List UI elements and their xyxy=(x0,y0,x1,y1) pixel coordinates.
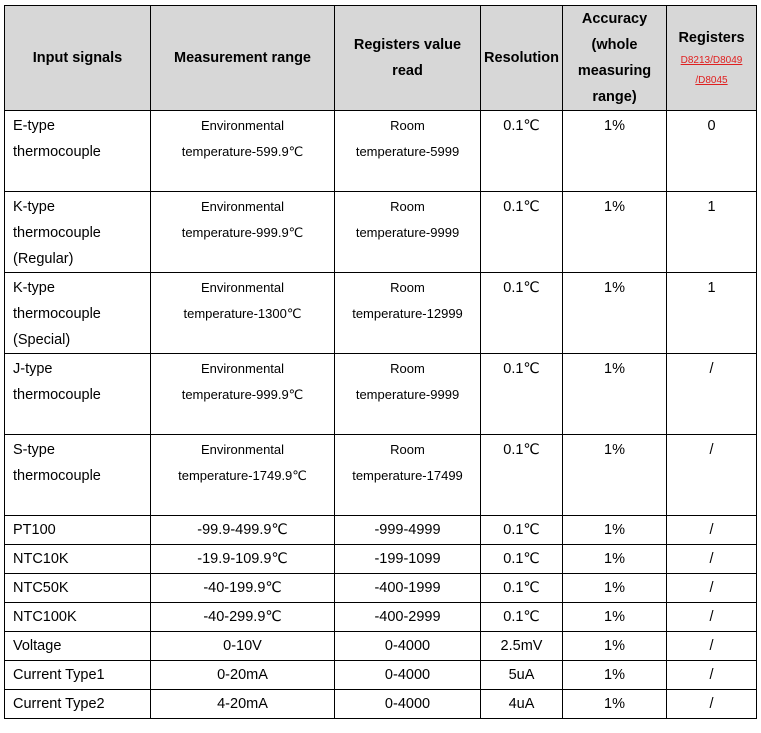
cell-input-signal xyxy=(5,545,151,574)
cell-measurement-range-line: temperature-1300℃ xyxy=(183,306,302,321)
header-registers xyxy=(667,6,757,111)
cell-accuracy: 1% xyxy=(563,435,667,516)
cell-resolution: 2.5mV xyxy=(481,632,563,661)
cell-measurement-range xyxy=(151,690,335,719)
cell-measurement-range-line: 0-10V xyxy=(223,638,262,654)
cell-resolution: 0.1℃ xyxy=(481,192,563,273)
header-registers-sub2: /D8045 xyxy=(695,75,728,86)
cell-measurement-range-line: temperature-999.9℃ xyxy=(181,387,304,402)
cell-measurement-range-line: Environmental xyxy=(200,361,285,376)
table-row xyxy=(5,545,757,574)
table-header-row xyxy=(5,6,757,111)
cell-measurement-range-line: 4-20mA xyxy=(217,696,268,712)
cell-measurement-range-line: Environmental xyxy=(200,442,285,457)
table-row xyxy=(5,603,757,632)
cell-registers-value-read xyxy=(335,690,481,719)
cell-registers-value-read-line: -999-4999 xyxy=(374,522,441,538)
cell-registers-value-read xyxy=(335,354,481,435)
cell-accuracy: 1% xyxy=(563,273,667,354)
table-row xyxy=(5,574,757,603)
cell-registers-value-read-line: -400-2999 xyxy=(374,609,441,625)
cell-input-signal-line: NTC100K xyxy=(13,609,77,625)
cell-measurement-range xyxy=(151,435,335,516)
cell-measurement-range-line: -40-299.9℃ xyxy=(203,609,282,625)
cell-input-signal-line: NTC10K xyxy=(13,551,69,567)
cell-input-signal-line: (Special) xyxy=(13,332,71,348)
header-accuracy xyxy=(563,6,667,111)
cell-accuracy: 1% xyxy=(563,574,667,603)
cell-input-signal-line: Voltage xyxy=(13,638,62,654)
cell-registers-value-read-line: temperature-9999 xyxy=(355,387,460,402)
cell-register: 0 xyxy=(667,111,757,192)
cell-registers-value-read-line: temperature-9999 xyxy=(355,225,460,240)
cell-registers-value-read-line: Room xyxy=(390,199,425,214)
table-row xyxy=(5,192,757,273)
cell-register: / xyxy=(667,516,757,545)
cell-resolution: 0.1℃ xyxy=(481,603,563,632)
cell-measurement-range-line: Environmental xyxy=(200,280,285,295)
cell-accuracy: 1% xyxy=(563,632,667,661)
cell-input-signal xyxy=(5,192,151,273)
cell-input-signal xyxy=(5,111,151,192)
cell-input-signal xyxy=(5,690,151,719)
cell-accuracy: 1% xyxy=(563,661,667,690)
cell-input-signal xyxy=(5,435,151,516)
table-row xyxy=(5,435,757,516)
cell-registers-value-read xyxy=(335,574,481,603)
cell-resolution: 0.1℃ xyxy=(481,545,563,574)
cell-accuracy: 1% xyxy=(563,545,667,574)
cell-registers-value-read-line: -199-1099 xyxy=(374,551,441,567)
cell-resolution: 4uA xyxy=(481,690,563,719)
cell-measurement-range-line: 0-20mA xyxy=(217,667,268,683)
cell-register: 1 xyxy=(667,273,757,354)
cell-measurement-range-line: temperature-1749.9℃ xyxy=(178,468,307,483)
header-registers-title: Registers xyxy=(678,30,745,46)
cell-register: / xyxy=(667,545,757,574)
table-row xyxy=(5,516,757,545)
cell-register: / xyxy=(667,661,757,690)
cell-register: / xyxy=(667,690,757,719)
header-registers-value-read xyxy=(335,6,481,111)
cell-register: / xyxy=(667,632,757,661)
cell-register: 1 xyxy=(667,192,757,273)
cell-registers-value-read xyxy=(335,192,481,273)
cell-input-signal-line: J-type xyxy=(13,361,53,377)
cell-input-signal xyxy=(5,516,151,545)
cell-register: / xyxy=(667,603,757,632)
table-row xyxy=(5,690,757,719)
cell-registers-value-read xyxy=(335,632,481,661)
cell-registers-value-read-line: 0-4000 xyxy=(384,667,431,683)
cell-measurement-range xyxy=(151,545,335,574)
cell-registers-value-read-line: 0-4000 xyxy=(384,638,431,654)
header-accuracy-line4: range) xyxy=(592,89,637,105)
table-row xyxy=(5,632,757,661)
cell-input-signal-line: Current Type1 xyxy=(13,667,105,683)
cell-input-signal-line: K-type xyxy=(13,199,55,215)
cell-input-signal-line: thermocouple xyxy=(13,306,101,322)
input-signal-spec-table xyxy=(4,5,757,719)
cell-registers-value-read-line: Room xyxy=(390,280,425,295)
cell-measurement-range xyxy=(151,273,335,354)
cell-input-signal xyxy=(5,603,151,632)
cell-input-signal-line: (Regular) xyxy=(13,251,74,267)
cell-measurement-range-line: Environmental xyxy=(200,199,285,214)
cell-accuracy: 1% xyxy=(563,690,667,719)
cell-resolution: 0.1℃ xyxy=(481,516,563,545)
cell-input-signal-line: PT100 xyxy=(13,522,56,538)
spec-table-wrapper xyxy=(4,5,757,719)
header-registers-value-line2: read xyxy=(392,63,423,79)
cell-measurement-range-line: -40-199.9℃ xyxy=(203,580,282,596)
cell-accuracy: 1% xyxy=(563,354,667,435)
table-row xyxy=(5,661,757,690)
cell-input-signal-line: NTC50K xyxy=(13,580,69,596)
cell-input-signal-line: S-type xyxy=(13,442,55,458)
table-row xyxy=(5,273,757,354)
header-resolution: Resolution xyxy=(481,6,563,111)
cell-input-signal-line xyxy=(13,489,150,515)
cell-measurement-range-line: temperature-599.9℃ xyxy=(181,144,304,159)
cell-input-signal-line: E-type xyxy=(13,118,55,134)
cell-input-signal xyxy=(5,632,151,661)
cell-input-signal-line xyxy=(13,408,150,434)
cell-measurement-range xyxy=(151,603,335,632)
cell-registers-value-read xyxy=(335,111,481,192)
cell-measurement-range-line: -99.9-499.9℃ xyxy=(197,522,288,538)
cell-resolution: 0.1℃ xyxy=(481,435,563,516)
cell-registers-value-read xyxy=(335,516,481,545)
cell-measurement-range xyxy=(151,574,335,603)
cell-input-signal xyxy=(5,273,151,354)
cell-measurement-range xyxy=(151,632,335,661)
cell-registers-value-read-line: temperature-5999 xyxy=(355,144,460,159)
cell-resolution: 5uA xyxy=(481,661,563,690)
cell-registers-value-read xyxy=(335,435,481,516)
cell-registers-value-read-line: -400-1999 xyxy=(374,580,441,596)
cell-accuracy: 1% xyxy=(563,603,667,632)
cell-register: / xyxy=(667,574,757,603)
cell-registers-value-read-line: 0-4000 xyxy=(384,696,431,712)
cell-registers-value-read xyxy=(335,603,481,632)
cell-registers-value-read xyxy=(335,661,481,690)
header-registers-sub1: D8213/D8049 xyxy=(680,55,743,66)
header-measurement-range: Measurement range xyxy=(151,6,335,111)
cell-measurement-range-line: Environmental xyxy=(200,118,285,133)
cell-input-signal-line: thermocouple xyxy=(13,144,101,160)
cell-accuracy: 1% xyxy=(563,111,667,192)
cell-register: / xyxy=(667,435,757,516)
cell-input-signal xyxy=(5,661,151,690)
cell-measurement-range-line: -19.9-109.9℃ xyxy=(197,551,288,567)
cell-measurement-range-line: temperature-999.9℃ xyxy=(181,225,304,240)
cell-input-signal xyxy=(5,354,151,435)
cell-measurement-range xyxy=(151,354,335,435)
cell-registers-value-read-line: temperature-12999 xyxy=(352,306,463,321)
cell-measurement-range xyxy=(151,516,335,545)
cell-input-signal-line xyxy=(13,165,150,191)
cell-resolution: 0.1℃ xyxy=(481,111,563,192)
cell-resolution: 0.1℃ xyxy=(481,354,563,435)
header-accuracy-line1: Accuracy xyxy=(581,11,648,27)
cell-accuracy: 1% xyxy=(563,192,667,273)
cell-accuracy: 1% xyxy=(563,516,667,545)
cell-input-signal-line: thermocouple xyxy=(13,387,101,403)
table-body xyxy=(5,111,757,719)
cell-registers-value-read-line: Room xyxy=(390,118,425,133)
cell-resolution: 0.1℃ xyxy=(481,574,563,603)
cell-register: / xyxy=(667,354,757,435)
cell-input-signal xyxy=(5,574,151,603)
cell-measurement-range xyxy=(151,192,335,273)
cell-measurement-range xyxy=(151,661,335,690)
cell-input-signal-line: K-type xyxy=(13,280,55,296)
cell-input-signal-line: thermocouple xyxy=(13,468,101,484)
cell-registers-value-read xyxy=(335,545,481,574)
cell-input-signal-line: thermocouple xyxy=(13,225,101,241)
cell-registers-value-read xyxy=(335,273,481,354)
cell-measurement-range xyxy=(151,111,335,192)
cell-registers-value-read-line: temperature-17499 xyxy=(352,468,463,483)
cell-input-signal-line: Current Type2 xyxy=(13,696,105,712)
header-accuracy-line3: measuring xyxy=(577,63,652,79)
cell-registers-value-read-line: Room xyxy=(390,361,425,376)
cell-resolution: 0.1℃ xyxy=(481,273,563,354)
header-registers-value-line1: Registers value xyxy=(353,37,462,53)
table-row xyxy=(5,354,757,435)
cell-registers-value-read-line: Room xyxy=(390,442,425,457)
table-row xyxy=(5,111,757,192)
header-accuracy-line2: (whole xyxy=(591,37,638,53)
header-input-signals: Input signals xyxy=(5,6,151,111)
